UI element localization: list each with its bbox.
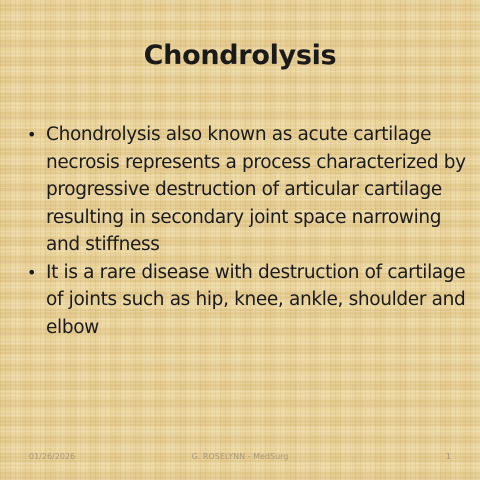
footer-date: 01/26/2026 [29,452,76,461]
bullet-text: Chondrolysis also known as acute cartilage necrosis represents a process characterized by progressive destruction of articular cartilage resulting in secondary joint space narrowing and stiffness [46,124,466,255]
bullet-text: It is a rare disease with destruction of cartilage of joints such as hip, knee, ankle, shoulder and elbow [46,261,466,338]
bullet-item [27,121,467,259]
bullet-icon: • [27,262,37,282]
bullet-item [27,259,467,342]
slide-title: Chondrolysis [143,40,337,71]
bullet-list [27,121,467,341]
bullet-icon: • [27,125,37,144]
footer-author: G. ROSELYNN - MedSurg [191,452,289,461]
footer-page-number: 1 [445,452,451,461]
